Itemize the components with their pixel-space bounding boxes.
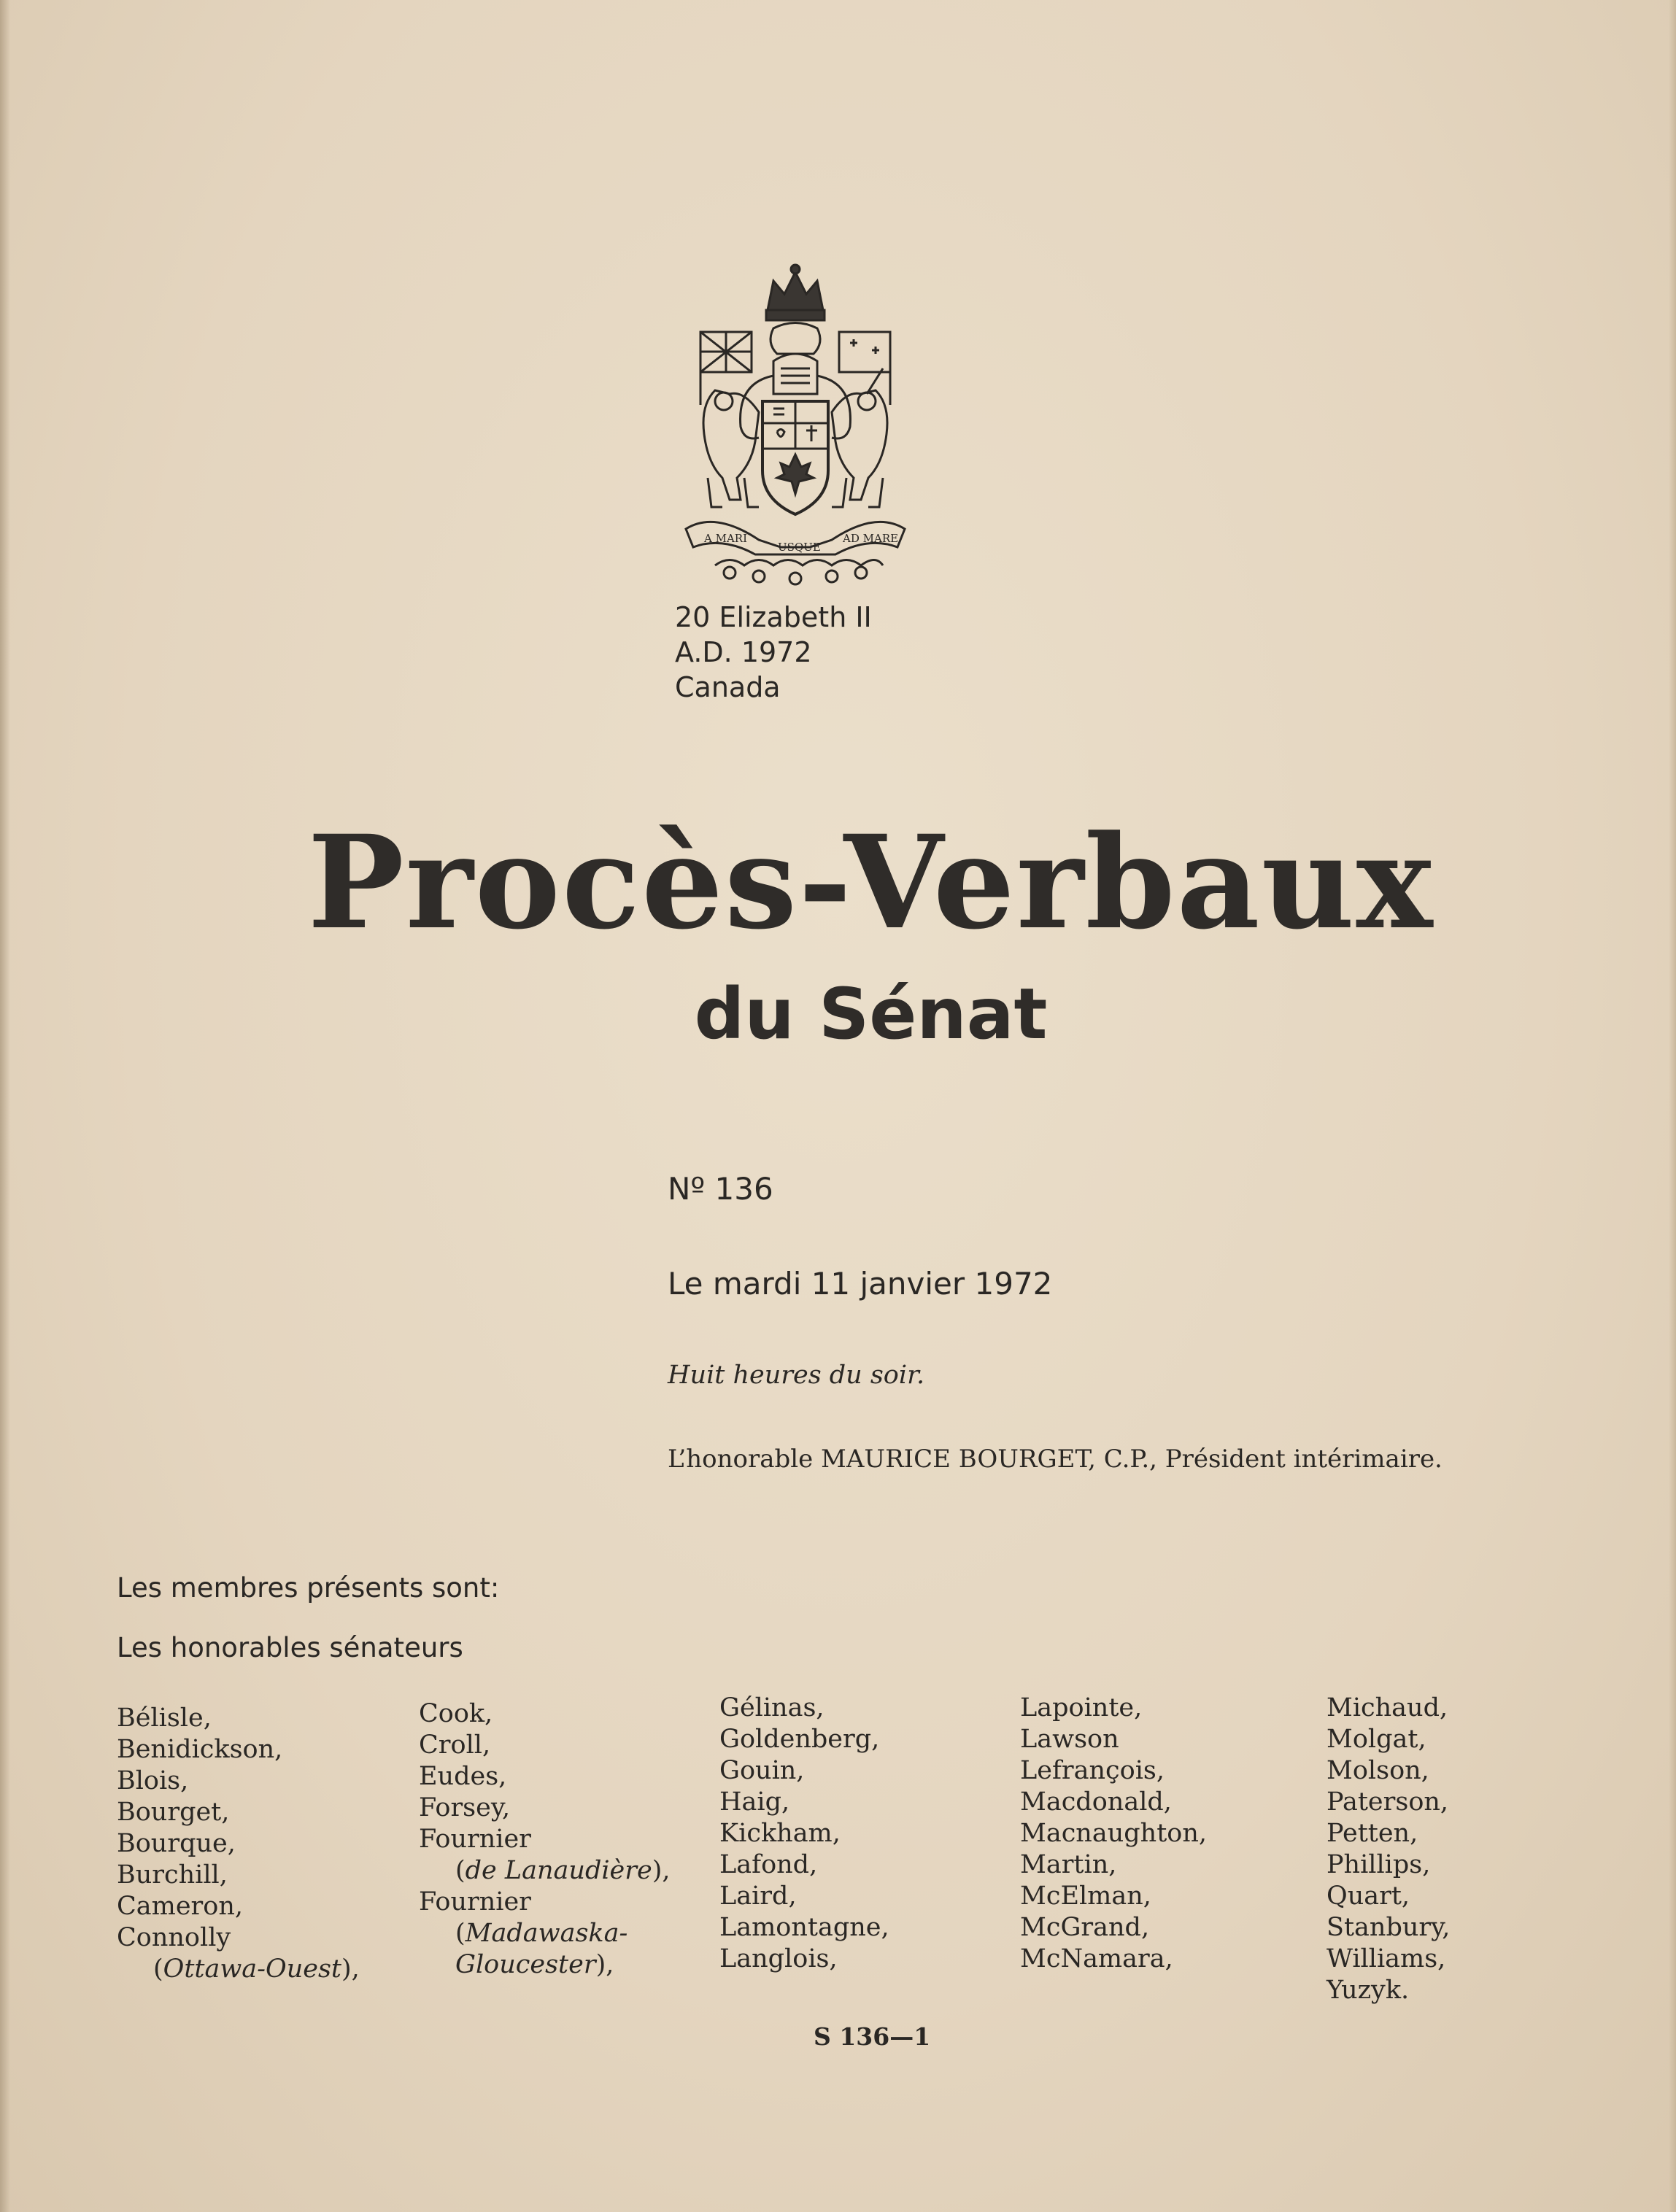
senator-name: Petten,	[1326, 1819, 1418, 1848]
senator-name: Cook,	[419, 1699, 493, 1728]
page-edge-shadow	[0, 0, 10, 2212]
senators-heading: Les honorables sénateurs	[117, 1632, 463, 1663]
senator-name: Lapointe,	[1020, 1693, 1143, 1722]
senator-name: Macdonald,	[1020, 1787, 1172, 1817]
senator-column	[117, 1703, 360, 1985]
sitting-date: Le mardi 11 janvier 1972	[668, 1266, 1053, 1302]
anno-domini-year: A.D. 1972	[675, 636, 812, 668]
senator-name: Fournier	[419, 1887, 531, 1917]
members-heading: Les membres présents sont:	[117, 1572, 500, 1604]
senator-riding: (de Lanaudière),	[455, 1856, 671, 1885]
coat-of-arms-icon	[671, 259, 919, 595]
senator-name: Quart,	[1326, 1882, 1410, 1911]
senator-riding: (Ottawa-Ouest),	[153, 1954, 360, 1984]
presiding-officer: L’honorable MAURICE BOURGET, C.P., Président intérimaire.	[668, 1445, 1443, 1474]
senator-name: Williams,	[1326, 1944, 1446, 1973]
senator-name: Croll,	[419, 1730, 491, 1760]
country: Canada	[675, 671, 781, 703]
page-code: S 136—1	[814, 2022, 931, 2051]
senator-name: Lafond,	[719, 1850, 818, 1879]
senator-name: Molson,	[1326, 1756, 1429, 1785]
senator-name: Molgat,	[1326, 1725, 1426, 1754]
senator-name: McNamara,	[1020, 1944, 1173, 1973]
senator-name: Benidickson,	[117, 1735, 283, 1764]
senator-name: Michaud,	[1326, 1693, 1448, 1722]
page-title: Procès-Verbaux	[307, 807, 1434, 958]
senator-name: Cameron,	[117, 1892, 244, 1921]
senator-name: McGrand,	[1020, 1913, 1150, 1942]
senator-name: Macnaughton,	[1020, 1819, 1208, 1848]
senator-name: Langlois,	[719, 1944, 838, 1973]
senator-name: Gélinas,	[719, 1693, 825, 1722]
motto-right: AD MARE	[843, 532, 899, 545]
page-subtitle: du Sénat	[694, 973, 1048, 1055]
senator-column	[719, 1693, 889, 1975]
senator-list	[117, 1693, 1576, 2014]
motto-center: USQUE	[778, 541, 821, 554]
page-edge-shadow	[1669, 0, 1676, 2212]
senator-name: Blois,	[117, 1766, 189, 1795]
senator-riding: (Madawaska-	[455, 1919, 628, 1948]
senator-name: Goldenberg,	[719, 1725, 880, 1754]
senator-name: Bourget,	[117, 1798, 230, 1827]
regnal-block	[675, 600, 872, 705]
senator-name: Eudes,	[419, 1762, 507, 1791]
senator-name: McElman,	[1020, 1882, 1151, 1911]
senator-name: Lamontagne,	[719, 1913, 889, 1942]
regnal-year: 20 Elizabeth II	[675, 601, 872, 633]
senator-name: Kickham,	[719, 1819, 841, 1848]
senator-name: Lawson	[1020, 1725, 1119, 1754]
senator-name: Yuzyk.	[1326, 1976, 1410, 2005]
senator-column	[1020, 1693, 1207, 1975]
senator-name: Martin,	[1020, 1850, 1117, 1879]
senator-name: Gouin,	[719, 1756, 805, 1785]
senator-name: Haig,	[719, 1787, 790, 1817]
senator-column	[419, 1698, 671, 1981]
senator-name: Phillips,	[1326, 1850, 1431, 1879]
senator-name: Forsey,	[419, 1793, 511, 1822]
senator-name: Paterson,	[1326, 1787, 1449, 1817]
senator-column	[1326, 1693, 1450, 2006]
senator-name: Burchill,	[117, 1860, 228, 1890]
senator-name: Stanbury,	[1326, 1913, 1451, 1942]
senator-riding: Gloucester),	[455, 1950, 614, 1979]
senator-name: Laird,	[719, 1882, 797, 1911]
sitting-time: Huit heures du soir.	[668, 1361, 925, 1390]
senator-name: Connolly	[117, 1923, 231, 1952]
motto-left: A MARI	[704, 532, 748, 545]
senator-name: Fournier	[419, 1825, 531, 1854]
issue-number: Nº 136	[668, 1171, 773, 1207]
senator-name: Bourque,	[117, 1829, 236, 1858]
senator-name: Lefrançois,	[1020, 1756, 1165, 1785]
senator-name: Bélisle,	[117, 1704, 212, 1733]
